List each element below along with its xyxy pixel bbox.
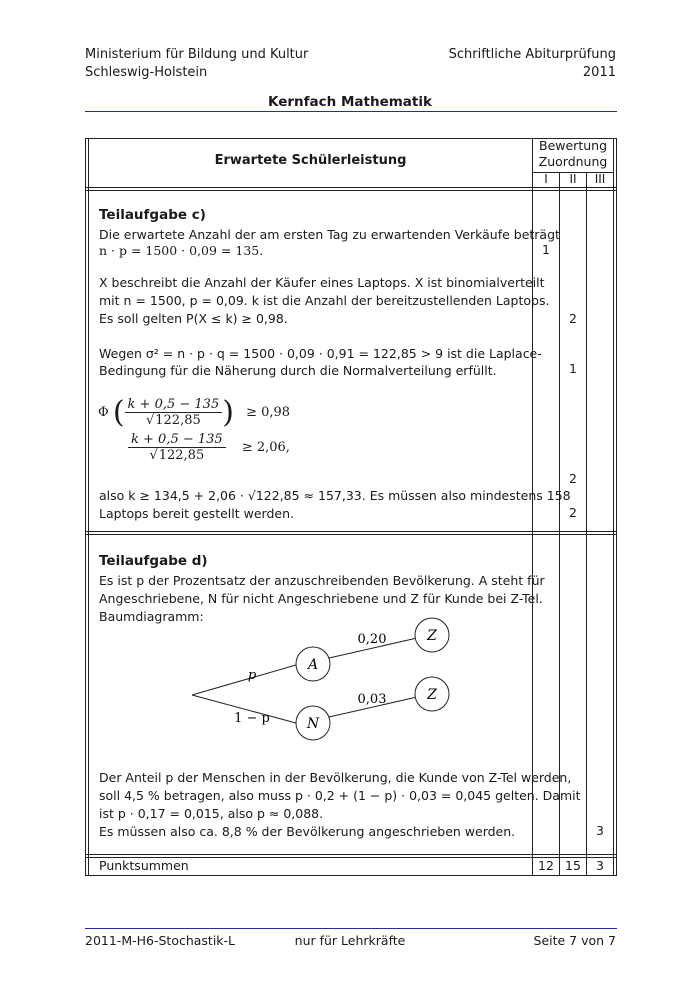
footer-audience: nur für Lehrkräfte — [294, 933, 406, 948]
part-d-solution-line: ist p · 0,17 = 0,015, also p ≈ 0,088. — [99, 806, 324, 821]
tree-node-z-lower-label: Z — [427, 687, 437, 703]
part-c-text-line: Wegen σ² = n · p · q = 1500 · 0,09 · 0,91 = 122,85 > 9 ist die Laplace- — [99, 346, 542, 361]
edge-label-a-z: 0,20 — [357, 632, 387, 647]
edge-root-a — [192, 665, 296, 695]
formula-1-relation: ≥ 0,98 — [246, 405, 291, 420]
state-name: Schleswig-Holstein — [85, 65, 208, 80]
point-sums-label: Punktsummen — [99, 858, 189, 873]
formula-1-numerator: k + 0,5 − 135 — [127, 397, 220, 412]
table-header-assignment: Zuordnung — [538, 154, 608, 169]
score-cell: 2 — [569, 471, 577, 486]
formula-2-numerator: k + 0,5 − 135 — [131, 432, 223, 447]
exam-type: Schriftliche Abiturprüfung — [448, 47, 616, 62]
part-d-text-line: Es ist p der Prozentsatz der anzuschreibenden Bevölkerung. A steht für — [99, 573, 545, 588]
formula-2-denominator: 122,85 — [158, 448, 205, 463]
formula-standardized-inequality: $\frac{k + 0,5 - 135}{√122,85}$ ≥ 2,06, — [128, 432, 290, 463]
table-header-rating: Bewertung — [539, 138, 607, 153]
part-c-result: also k ≥ 134,5 + 2,06 · √122,85 ≈ 157,33. Es müssen also mindestens 158 — [99, 488, 571, 503]
table-header-expected-performance: Erwartete Schülerleistung — [214, 153, 407, 168]
part-c-text-line: Bedingung für die Näherung durch die Normalverteilung erfüllt. — [99, 363, 497, 378]
footer-rule — [85, 928, 617, 929]
part-c-title: Teilaufgabe c) — [99, 207, 206, 223]
edge-label-one-minus-p: 1 − p — [234, 711, 270, 726]
tree-diagram — [180, 615, 470, 750]
header-rule — [85, 111, 617, 112]
tree-node-z-upper-label: Z — [427, 628, 437, 644]
exam-year: 2011 — [582, 65, 616, 80]
part-d-title: Teilaufgabe d) — [99, 553, 208, 569]
part-d-text-line: Angeschriebene, N für nicht Angeschriebene und Z für Kunde bei Z-Tel. — [99, 591, 543, 606]
score-cell: 3 — [596, 823, 604, 838]
part-c-expected-value: n · p = 1500 · 0,09 = 135. — [99, 243, 264, 258]
column-header-level-1: I — [544, 172, 548, 186]
point-sum-level-3: 3 — [596, 858, 604, 873]
edge-label-p: p — [247, 668, 257, 683]
score-cell: 2 — [569, 311, 577, 326]
column-header-level-2: II — [569, 172, 577, 186]
part-c-text-line: mit n = 1500, p = 0,09. k ist die Anzahl der bereitzustellenden Laptops. — [99, 293, 550, 308]
part-c-condition: Es soll gelten P(X ≤ k) ≥ 0,98. — [99, 311, 288, 326]
formula-2-relation: ≥ 2,06, — [241, 440, 290, 455]
part-d-text-line: Baumdiagramm: — [99, 609, 204, 624]
footer-document-id: 2011-M-H6-Stochastik-L — [85, 933, 236, 948]
part-d-text-line: Der Anteil p der Menschen in der Bevölkerung, die Kunde von Z-Tel werden, — [99, 770, 572, 785]
part-d-conclusion: Es müssen also ca. 8,8 % der Bevölkerung angeschrieben werden. — [99, 824, 516, 839]
part-c-text-line: X beschreibt die Anzahl der Käufer eines Laptops. X ist binomialverteilt — [99, 275, 545, 290]
footer-page-number: Seite 7 von 7 — [533, 933, 616, 948]
tree-node-n-label: N — [306, 716, 320, 732]
tree-node-a-label: A — [307, 657, 319, 673]
part-d-equation-line: soll 4,5 % betragen, also muss p · 0,2 + (1 − p) · 0,03 = 0,045 gelten. Damit — [99, 788, 581, 803]
point-sum-level-2: 15 — [565, 858, 581, 873]
edge-label-n-z: 0,03 — [357, 692, 387, 707]
formula-1-denominator: 122,85 — [155, 413, 201, 428]
ministry-name: Ministerium für Bildung und Kultur — [85, 47, 309, 62]
part-c-text-line: Die erwartete Anzahl der am ersten Tag zu erwartenden Verkäufe beträgt — [99, 227, 560, 242]
score-cell: 1 — [542, 242, 550, 257]
part-c-text-line: Laptops bereit gestellt werden. — [99, 506, 294, 521]
score-cell: 2 — [569, 505, 577, 520]
formula-phi-inequality: Φ ( $\frac{k + 0,5 - 135}{√122,85}$ ) ≥ 0,98 — [98, 395, 291, 430]
page-title: Kernfach Mathematik — [268, 94, 432, 110]
point-sum-level-1: 12 — [538, 858, 554, 873]
column-header-level-3: III — [594, 172, 606, 186]
score-cell: 1 — [569, 361, 577, 376]
